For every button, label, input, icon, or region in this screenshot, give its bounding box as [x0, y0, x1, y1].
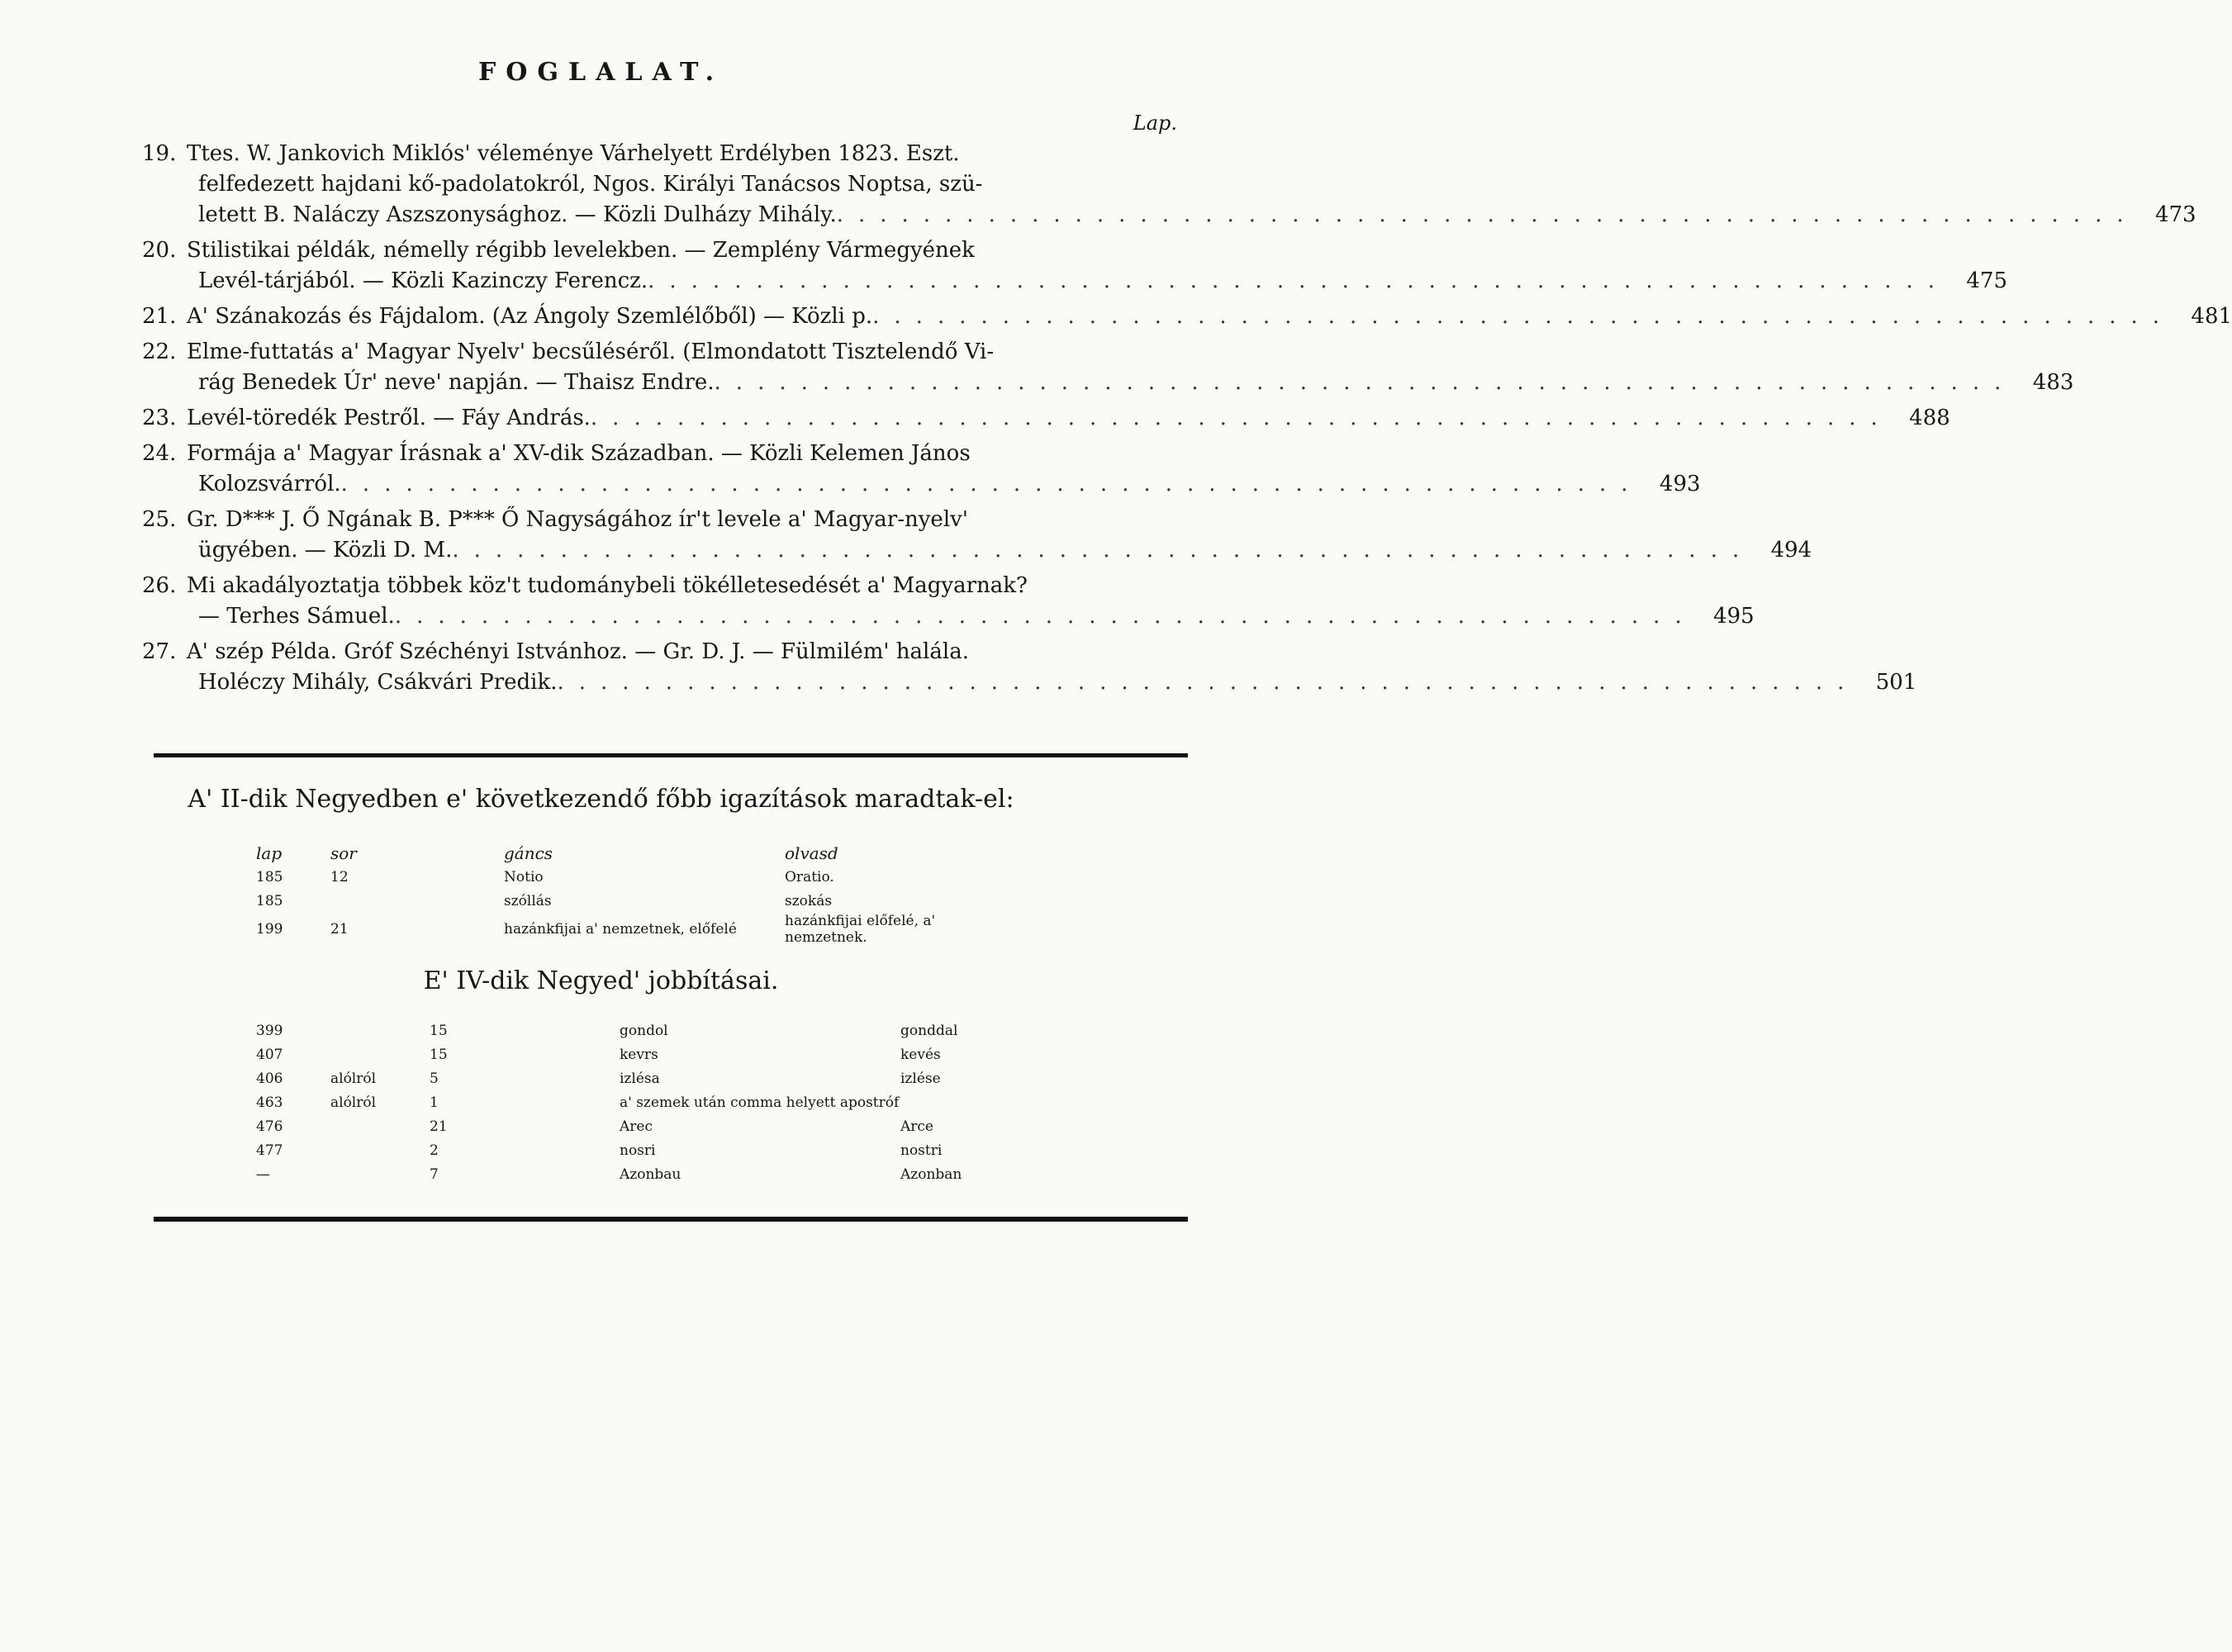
table-cell — [330, 889, 504, 913]
toc-number: 24. — [142, 441, 177, 466]
toc-text: Elme-futtatás a' Magyar Nyelv' becsűléséről. (Elmondatott Tisztelendő Vi- — [187, 339, 995, 364]
toc-entry — [142, 637, 1917, 698]
table-cell: 5 — [430, 1070, 439, 1087]
table-cell: hazánkfijai előfelé, a' nemzetnek. — [785, 913, 936, 946]
toc-entry — [142, 403, 1950, 434]
toc-text: A' Szánakozás és Fájdalom. (Az Ángoly Szemlélőből) — Közli p. — [187, 304, 873, 329]
table-row — [256, 1018, 1099, 1042]
toc-line — [142, 535, 1812, 566]
toc-number: 23. — [142, 406, 177, 430]
table-cell: 1 — [430, 1094, 439, 1111]
toc-page-number: 475 — [1966, 268, 2008, 293]
toc-line — [142, 601, 1755, 632]
table-cell: gondol — [620, 1022, 668, 1039]
table-cell: Azonbau — [620, 1165, 681, 1183]
toc-text: Gr. D*** J. Ő Ngának B. P*** Ő Nagyságához ír't levele a' Magyar-nyelv' — [187, 507, 968, 532]
table-cell: kevrs — [620, 1046, 658, 1063]
leader-dots: ............................................................ — [648, 268, 1950, 293]
table-row — [256, 1066, 1099, 1090]
toc-text: letett B. Naláczy Aszszonysághoz. — Közli Dulházy Mihály. — [198, 202, 837, 227]
table-cell: nostri — [900, 1142, 943, 1159]
table-cell: 199 — [256, 921, 283, 938]
header-sor: sor — [330, 843, 357, 863]
table-cell: Arec — [620, 1118, 653, 1135]
table-cell: izlése — [900, 1070, 941, 1087]
table-cell: 12 — [330, 868, 349, 885]
table-cell: Notio — [504, 868, 544, 885]
toc-line — [142, 337, 1180, 368]
divider-rule — [154, 1217, 1188, 1222]
table-row — [256, 913, 983, 946]
table-cell — [330, 1114, 430, 1138]
divider-rule — [154, 753, 1188, 757]
toc-number: 26. — [142, 573, 177, 598]
toc-entry — [142, 235, 2008, 297]
toc-page-number: 483 — [2032, 370, 2074, 395]
leader-dots: ............................................................ — [340, 472, 1643, 496]
toc-entry — [142, 139, 2196, 230]
toc-line — [142, 571, 1180, 601]
table-cell — [900, 1090, 1099, 1114]
table-cell — [330, 1018, 430, 1042]
leader-dots: ............................................................ — [557, 670, 1859, 695]
toc-entry — [142, 505, 1812, 566]
table-row — [256, 865, 983, 889]
table-header-row — [256, 841, 983, 865]
table-row — [256, 889, 983, 913]
toc-line — [142, 403, 1950, 434]
table-cell: alólról — [330, 1070, 377, 1087]
toc-number: 19. — [142, 141, 177, 166]
table-cell: 476 — [256, 1118, 283, 1135]
table-cell: 477 — [256, 1142, 283, 1159]
toc-page-number: 481 — [2191, 304, 2232, 329]
toc-text: Formája a' Magyar Írásnak a' XV-dik Században. — Közli Kelemen János — [187, 441, 971, 466]
header-olvasd: olvasd — [785, 843, 838, 863]
toc-line — [142, 200, 2196, 230]
header-gancs: gáncs — [504, 843, 553, 863]
table-row — [256, 1042, 1099, 1066]
toc-text: Stilistikai példák, némelly régibb levelekben. — Zemplény Vármegyének — [187, 238, 975, 263]
toc-text: — Terhes Sámuel. — [198, 604, 395, 629]
table-cell: hazánkfijai a' nemzetnek, előfelé — [504, 921, 737, 938]
table-cell: szokás — [785, 892, 833, 909]
toc-text: felfedezett hajdani kő-padolatokról, Ngos. Királyi Tanácsos Noptsa, szü- — [198, 172, 983, 197]
toc-line — [142, 266, 2008, 297]
toc-line — [142, 439, 1180, 469]
table-cell: — — [256, 1165, 270, 1183]
table-row — [256, 1138, 1099, 1162]
table-row — [256, 1090, 1099, 1114]
table-row — [256, 1114, 1099, 1138]
table-cell: szóllás — [504, 892, 552, 909]
toc-page-number: 495 — [1713, 604, 1755, 629]
toc-line — [142, 235, 1180, 266]
table-row — [256, 1162, 1099, 1186]
toc-entry — [142, 439, 1701, 500]
table-cell — [330, 1162, 430, 1186]
table-cell — [330, 1138, 430, 1162]
table-cell: 399 — [256, 1022, 283, 1039]
toc-text: ügyében. — Közli D. M. — [198, 538, 453, 563]
table-cell: 21 — [430, 1118, 448, 1135]
leader-dots: ............................................................ — [836, 202, 2139, 227]
table-cell: a' szemek után comma helyett apostróf — [620, 1094, 900, 1111]
page-title: FOGLALAT. — [477, 58, 724, 87]
table-cell: alólról — [330, 1094, 377, 1111]
toc-text: A' szép Példa. Gróf Széchényi Istvánhoz. — Gr. D. J. — Fülmilém' halála. — [187, 639, 969, 664]
toc-line — [142, 169, 1180, 200]
table-cell: 2 — [430, 1142, 439, 1159]
toc-line — [142, 368, 2074, 398]
table-cell: 185 — [256, 868, 283, 885]
toc-line — [142, 301, 2232, 332]
table-cell: 21 — [330, 921, 349, 938]
toc-line — [142, 667, 1917, 698]
table-cell: 15 — [430, 1046, 448, 1063]
toc-page-number: 494 — [1770, 538, 1812, 563]
toc-text: Levél-tárjából. — Közli Kazinczy Ferencz. — [198, 268, 648, 293]
toc-number: 20. — [142, 238, 177, 263]
table-cell: 406 — [256, 1070, 283, 1087]
toc-line — [142, 469, 1701, 500]
toc-line — [142, 637, 1180, 667]
toc-line — [142, 505, 1180, 535]
toc-page-number: 488 — [1909, 406, 1950, 430]
toc-line — [142, 139, 1180, 169]
leader-dots: ............................................................ — [872, 304, 2175, 329]
toc-entry — [142, 337, 2074, 398]
table-cell: Arce — [900, 1118, 933, 1135]
leader-dots: ............................................................ — [590, 406, 1892, 430]
toc-page-number: 501 — [1875, 670, 1917, 695]
toc-number: 21. — [142, 304, 177, 329]
page-column-label: Lap. — [1133, 112, 1177, 135]
leader-dots: ............................................................ — [452, 538, 1755, 563]
toc-number: 25. — [142, 507, 177, 532]
toc-number: 27. — [142, 639, 177, 664]
table-cell: kevés — [900, 1046, 941, 1063]
toc-text: Mi akadályoztatja többek köz't tudománybeli tökélletesedését a' Magyarnak? — [187, 573, 1028, 598]
toc-entry — [142, 571, 1755, 632]
corrections-table-iv — [256, 1018, 1099, 1186]
toc-page-number: 493 — [1659, 472, 1701, 496]
table-cell: 7 — [430, 1165, 439, 1183]
toc-text: Holéczy Mihály, Csákvári Predik. — [198, 670, 558, 695]
table-cell — [330, 1042, 430, 1066]
header-lap: lap — [256, 843, 283, 863]
table-cell: Azonban — [900, 1165, 962, 1183]
toc-page-number: 473 — [2154, 202, 2196, 227]
corrections-table-ii — [256, 841, 983, 946]
table-cell: izlésa — [620, 1070, 660, 1087]
toc-text: Levél-töredék Pestről. — Fáy András. — [187, 406, 591, 430]
leader-dots: ............................................................ — [394, 604, 1697, 629]
leader-dots: ............................................................ — [714, 370, 2016, 395]
table-cell: 407 — [256, 1046, 283, 1063]
table-cell: 15 — [430, 1022, 448, 1039]
toc-text: rág Benedek Úr' neve' napján. — Thaisz Endre. — [198, 370, 715, 395]
corrections-title-ii: A' II-dik Negyedben e' következendő főbb igazítások maradtak-el: — [188, 785, 1014, 814]
table-cell: nosri — [620, 1142, 656, 1159]
corrections-title-iv: E' IV-dik Negyed' jobbításai. — [423, 966, 779, 995]
table-of-contents — [142, 139, 2232, 703]
table-cell: Oratio. — [785, 868, 834, 885]
toc-text: Ttes. W. Jankovich Miklós' véleménye Várhelyett Erdélyben 1823. Eszt. — [187, 141, 960, 166]
toc-number: 22. — [142, 339, 177, 364]
table-cell: 185 — [256, 892, 283, 909]
toc-entry — [142, 301, 2232, 332]
table-cell: gonddal — [900, 1022, 958, 1039]
toc-text: Kolozsvárról. — [198, 472, 341, 496]
table-cell: 463 — [256, 1094, 283, 1111]
